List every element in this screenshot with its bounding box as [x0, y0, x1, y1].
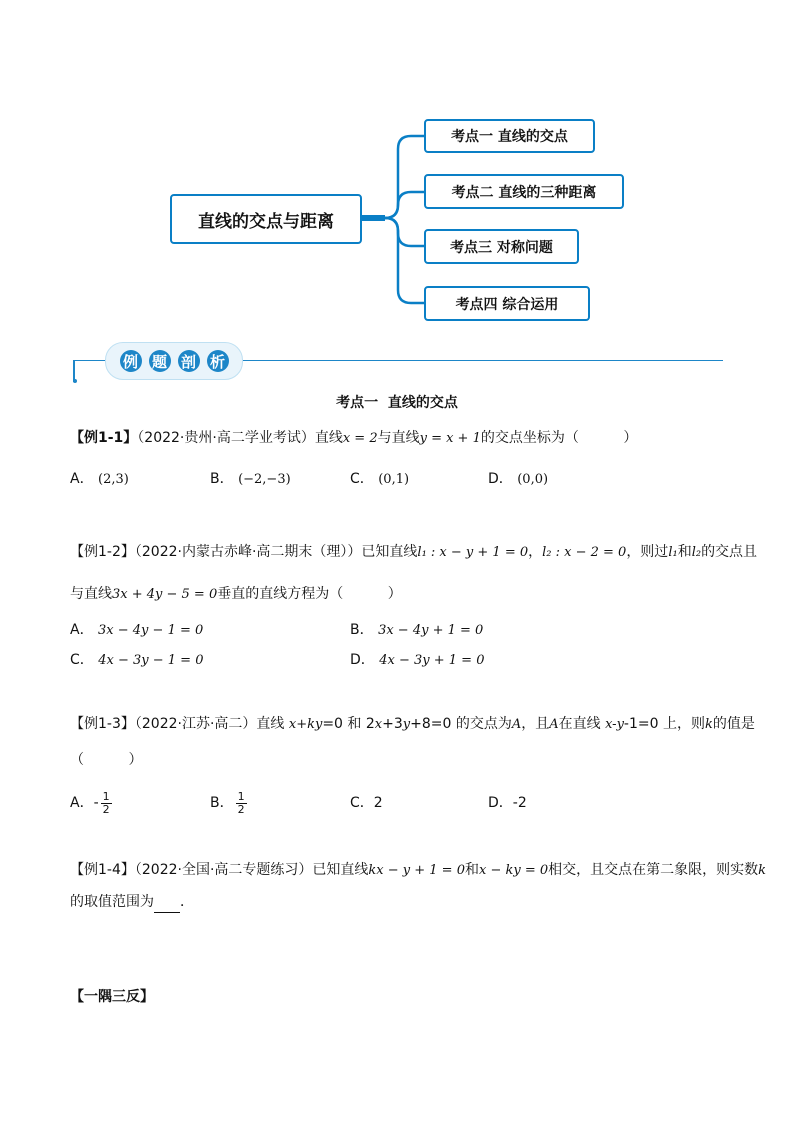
banner-char-4: 析 — [207, 350, 229, 372]
q1-option-a: A． (2,3) — [70, 471, 129, 487]
q1-label: 【例1-1】 — [70, 430, 138, 446]
q1-eq2: y = x + 1 — [419, 431, 481, 446]
q2-text: 与直线 — [70, 586, 112, 602]
q2-text: 和 — [677, 544, 692, 560]
mindmap-node-2: 考点二 直线的三种距离 — [424, 174, 624, 209]
q2-option-b: B． 3x − 4y + 1 = 0 — [350, 622, 484, 638]
q2-option-a: A． 3x − 4y − 1 = 0 — [70, 622, 204, 638]
q2-text: 垂直的直线方程为（ ） — [217, 586, 402, 602]
q3-option-c: C．2 — [350, 795, 383, 811]
banner-pill — [105, 342, 243, 380]
q3-label: 【例1-3】 — [70, 716, 135, 732]
mindmap-node-3: 考点三 对称问题 — [424, 229, 579, 264]
q2-l1: l₁ : x − y + 1 = 0 — [417, 545, 529, 560]
q2-l2b: l₂ — [691, 545, 702, 560]
mindmap-root: 直线的交点与距离 — [170, 194, 362, 244]
q2-stem-line2 — [70, 583, 402, 606]
q3-option-b: B． $\frac{1}{2}$ — [210, 789, 245, 816]
q3-option-a: A．- $\frac{1}{2}$ — [70, 789, 110, 816]
q2-l2: l₂ : x − 2 = 0 — [542, 545, 627, 560]
q2-label: 【例1-2】 — [70, 544, 135, 560]
q1-text: 与直线 — [377, 430, 420, 446]
q2-text: 已知直线 — [361, 544, 418, 560]
q3-stem: 【例1-3】（2022·江苏·高二）直线 x+ky=0 和 2x+3y+8=0 的交点为A，且A在直线 x-y-1=0 上，则k的值是 — [70, 716, 755, 732]
q1-text: 的交点坐标为（ ） — [480, 430, 638, 446]
practice-heading: 【一隅三反】 — [70, 989, 154, 1005]
q1-option-c: C． (0,1) — [350, 471, 410, 487]
q2-option-d: D． 4x − 3y + 1 = 0 — [350, 652, 485, 668]
q4-label: 【例1-4】 — [70, 862, 135, 878]
q4-stem-line1: 【例1-4】（2022·全国·高二专题练习）已知直线kx − y + 1 = 0和x − ky = 0相交，且交点在第二象限，则实数k — [70, 862, 767, 878]
q2-l1b: l₁ — [668, 545, 678, 560]
q4-source: （2022·全国·高二专题练习） — [134, 862, 313, 878]
q3-paren: （ ） — [70, 752, 143, 768]
section-banner — [73, 338, 723, 384]
q2-eq: 3x + 4y − 5 = 0 — [112, 587, 218, 602]
q2-text: 的交点且 — [701, 544, 758, 560]
q4-answer-blank[interactable] — [154, 898, 180, 913]
q2-text: ，则过 — [626, 544, 669, 560]
mindmap-connectors — [0, 0, 794, 340]
q4-stem-line2: 的取值范围为 ． — [70, 891, 194, 913]
banner-char-2: 题 — [149, 350, 171, 372]
mindmap-node-1: 考点一 直线的交点 — [424, 119, 595, 153]
q2-source: （2022·内蒙古赤峰·高二期末（理）） — [134, 544, 362, 560]
q3-source: （2022·江苏·高二） — [134, 716, 257, 732]
q1-eq1: x = 2 — [342, 431, 378, 446]
q3-option-d: D．-2 — [488, 795, 527, 811]
banner-dot — [73, 379, 77, 383]
q1-stem — [70, 427, 637, 450]
q1-option-b: B． (−2,−3) — [210, 471, 291, 487]
section-title: 考点一 直线的交点 — [336, 395, 458, 411]
mindmap-node-4: 考点四 综合运用 — [424, 286, 590, 321]
q1-text: 直线 — [314, 430, 343, 446]
banner-char-1: 例 — [120, 350, 142, 372]
q2-option-c: C． 4x − 3y − 1 = 0 — [70, 652, 204, 668]
q1-option-d: D． (0,0) — [488, 471, 549, 487]
q2-stem-line1 — [70, 541, 757, 564]
q1-source: （2022·贵州·高二学业考试） — [137, 430, 315, 446]
q2-text: ， — [528, 544, 543, 560]
banner-char-3: 剖 — [178, 350, 200, 372]
